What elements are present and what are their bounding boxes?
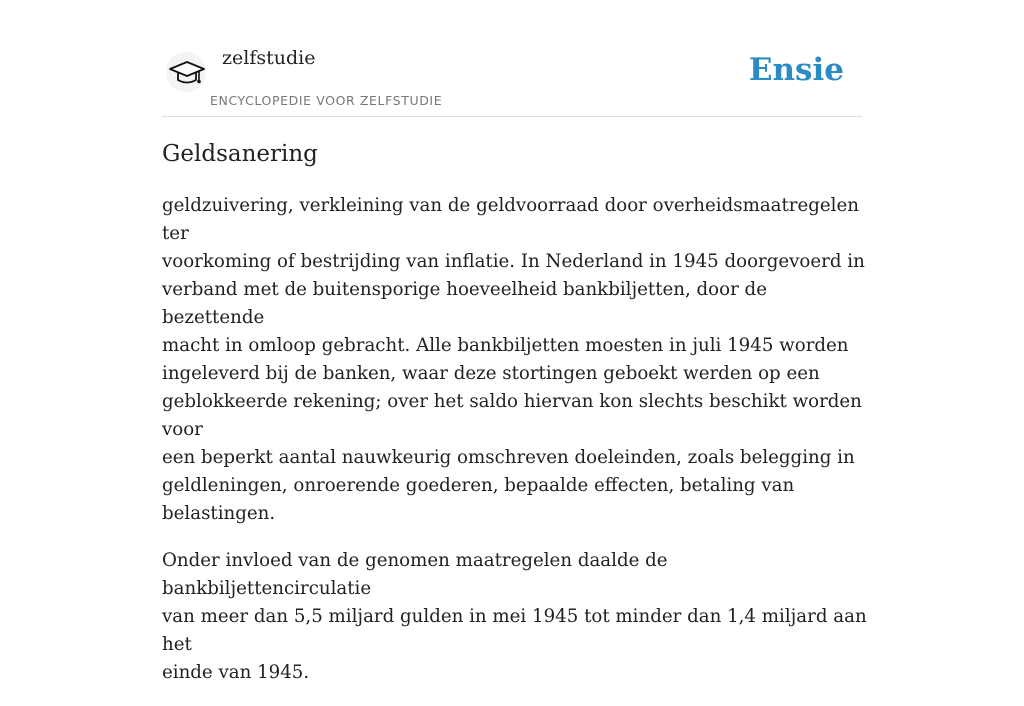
paragraph: geldzuivering, verkleining van de geldvoorraad door overheidsmaatregelen ter voorkoming of bestrijding van inflatie. In Nederland in 1945 doorgevoerd in verband met de buitensporige hoeveelheid bankbiljetten, door de bezettende macht in omloop gebracht. Alle bankbiljetten moesten in juli 1945 worden ingeleverd bij de banken, waar deze stortingen geboekt werden op een geblokkeerde rekening; over het saldo hiervan kon slechts beschikt worden voor een beperkt aantal nauwkeurig omschreven doeleinden, zoals belegging in geldleningen, onroerende goederen, bepaalde effecten, betaling van belastingen. (162, 195, 865, 524)
article-body (162, 192, 872, 706)
paragraph: Onder invloed van de genomen maatregelen daalde de bankbiljettencirculatie van meer dan 5,5 miljard gulden in mei 1945 tot minder dan 1,4 miljard aan het einde van 1945. (162, 550, 867, 683)
brand-logo[interactable]: Ensie (748, 52, 844, 88)
site-name[interactable]: zelfstudie (222, 47, 316, 69)
site-tagline: ENCYCLOPEDIE VOOR ZELFSTUDIE (210, 93, 443, 108)
graduation-cap-icon[interactable] (166, 52, 206, 92)
article-title: Geldsanering (162, 141, 318, 167)
site-header (162, 40, 862, 117)
